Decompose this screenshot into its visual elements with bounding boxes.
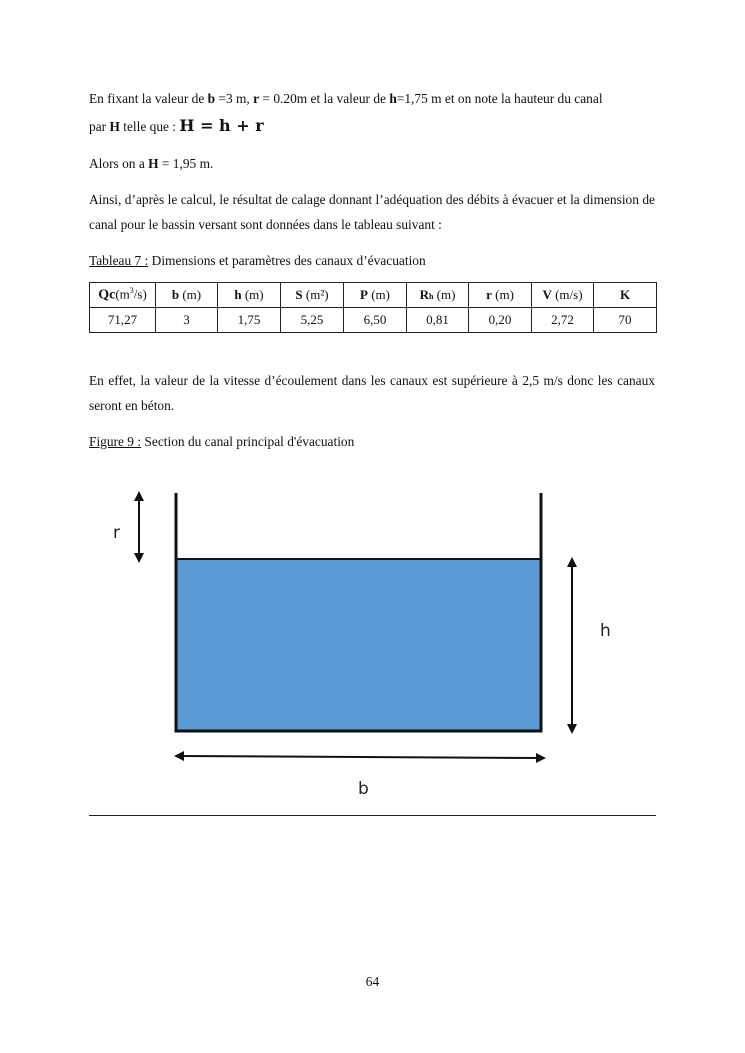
cell-k: 70 (594, 308, 657, 333)
cell-s: 5,25 (281, 308, 344, 333)
header-v: V (m/s) (532, 283, 594, 308)
cell-qc: 71,27 (90, 308, 156, 333)
cell-b: 3 (156, 308, 218, 333)
cell-rh: 0,81 (407, 308, 469, 333)
table-caption: Tableau 7 : Dimensions et paramètres des canaux d’évacuation (89, 253, 426, 268)
cell-v: 2,72 (532, 308, 594, 333)
formula: H = h + r (179, 116, 264, 135)
cell-p: 6,50 (344, 308, 407, 333)
header-r: r (m) (469, 283, 532, 308)
label-b: b (358, 779, 369, 799)
header-b: b (m) (156, 283, 218, 308)
page-number: 64 (365, 974, 380, 989)
table-header-row (90, 283, 657, 308)
velocity-paragraph: En effet, la valeur de la vitesse d’écoulement dans les canaux est supérieure à 2,5 m/s donc les canaux seront en béton. (89, 373, 655, 413)
calage-paragraph: Ainsi, d’après le calcul, le résultat de calage donnant l’adéquation des débits à évacuer et la dimension de canal pour le bassin versant sont données dans le tableau suivant : (89, 192, 655, 232)
b-dimension-arrow (179, 756, 541, 758)
header-rh: Rh (m) (407, 283, 469, 308)
parameters-table (89, 282, 657, 333)
footer-divider (89, 815, 656, 816)
header-qc: $Qc(m^3/s)$ (90, 283, 156, 308)
result-paragraph: Alors on a H = 1,95 m. (89, 156, 214, 171)
water-fill (176, 559, 541, 731)
intro-paragraph: En fixant la valeur de b =3 m, r = 0.20m et la valeur de h=1,75 m et on note la hauteur du canal (89, 91, 603, 106)
cell-r: 0,20 (469, 308, 532, 333)
header-p: P (m) (344, 283, 407, 308)
table-row (90, 308, 657, 333)
header-h: h (m) (218, 283, 281, 308)
cell-h: 1,75 (218, 308, 281, 333)
label-h: h (600, 621, 611, 641)
label-r: r (113, 523, 120, 543)
figure-caption: Figure 9 : Section du canal principal d'évacuation (89, 434, 355, 449)
canal-section-figure (100, 488, 620, 808)
formula-line: par H telle que : H = h + r (89, 116, 264, 135)
header-k: K (594, 283, 657, 308)
header-s: S (m²) (281, 283, 344, 308)
